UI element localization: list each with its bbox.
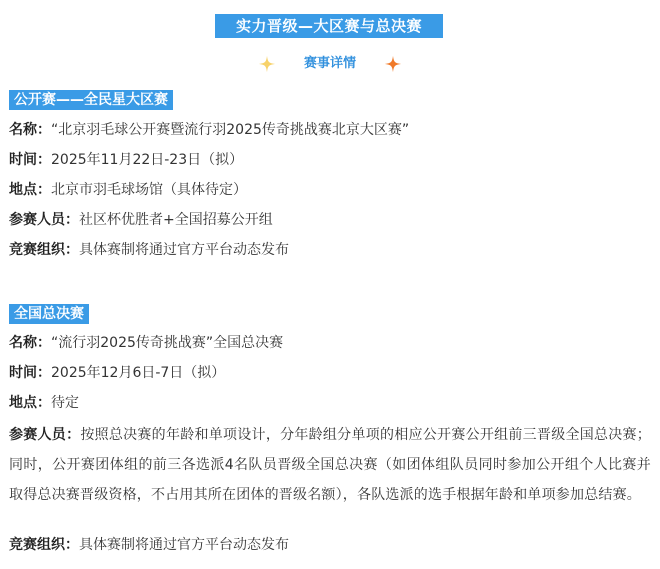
field-label: 名称： [9,122,51,138]
field-label: 名称： [9,335,51,351]
field-label: 竞赛组织： [9,537,79,553]
field-label: 时间： [9,365,51,381]
field-value: 2025年12月6日-7日（拟） [51,365,226,381]
field-participants [9,420,651,510]
subheading-label: 赛事详情 [303,56,356,71]
field-label: 时间： [9,152,51,168]
field-name [9,115,651,145]
section-tag-finals: 全国总决赛 [9,304,89,324]
field-value: 待定 [51,395,79,411]
field-participants [9,205,651,235]
field-place [9,388,651,418]
sparkle-left-icon [258,55,276,73]
field-value: 具体赛制将通过官方平台动态发布 [79,242,289,258]
field-label: 参赛人员： [9,212,79,228]
field-label: 地点： [9,395,51,411]
field-label: 竞赛组织： [9,242,79,258]
field-label: 参赛人员： [9,427,81,443]
sparkle-right-icon [384,55,402,73]
field-name [9,328,651,358]
field-label: 地点： [9,182,51,198]
field-time [9,145,651,175]
field-organization [9,235,651,265]
subheading [0,53,660,75]
field-value: 具体赛制将通过官方平台动态发布 [79,537,289,553]
field-value: 社区杯优胜者+全国招募公开组 [79,212,273,228]
field-value: 2025年11月22日-23日（拟） [51,152,244,168]
page-title: 实力晋级—大区赛与总决赛 [215,14,443,38]
field-place [9,175,651,205]
section-tag-regional: 公开赛——全民星大区赛 [9,90,173,110]
field-value: “北京羽毛球公开赛暨流行羽2025传奇挑战赛北京大区赛” [51,122,410,138]
field-value: “流行羽2025传奇挑战赛”全国总决赛 [51,335,284,351]
field-organization [9,530,651,560]
field-time [9,358,651,388]
field-value: 按照总决赛的年龄和单项设计，分年龄组分单项的相应公开赛公开组前三晋级全国总决赛；同时，公开赛团体组的前三各选派4名队员晋级全国总决赛（如团体组队员同时参加公开组个人比赛并取得总决赛晋级资格，不占用其所在团体的晋级名额），各队选派的选手根据年龄和单项参加总结赛。 [9,427,652,503]
field-value: 北京市羽毛球场馆（具体待定） [51,182,247,198]
